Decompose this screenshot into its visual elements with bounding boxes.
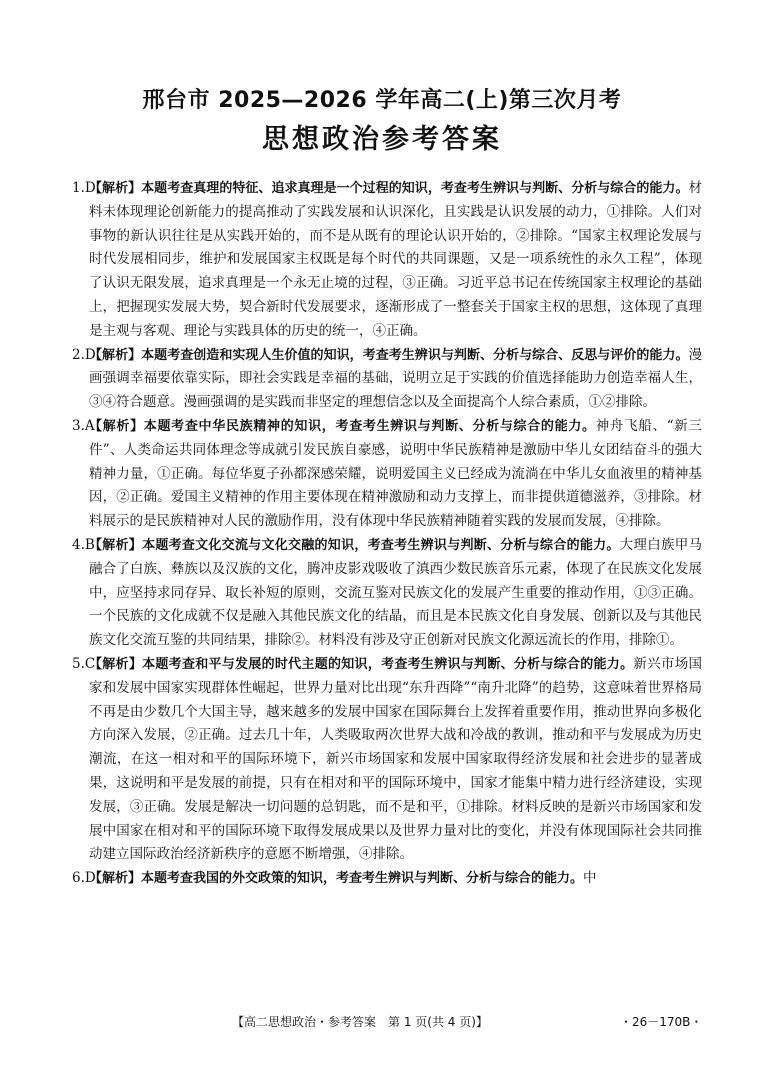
answer-item-1 <box>72 177 702 344</box>
analysis-lead: 本题考查中华民族精神的知识，考查考生辨识与判断、分析与综合的能力。 <box>143 418 596 434</box>
answer-item-2 <box>72 344 702 415</box>
analysis-body: 大理白族甲马融合了白族、彝族以及汉族的文化，腾冲皮影戏吸收了滇西少数民族音乐元素，体现了在民族文化发展中，应坚持求同存异、取长补短的原则，交流互鉴对民族文化的发展产生重要的推动作用，①③正确。一个民族的文化成就不仅是融入其他民族文化的结晶，而且是本民族文化自身发展、创新以及与其他民族文化交流互鉴的共同结果，排除②。材料没有涉及守正创新对民族文化源远流长的作用，排除①。 <box>89 536 702 649</box>
analysis-lead: 本题考查真理的特征、追求真理是一个过程的知识，考查考生辨识与判断、分析与综合的能力。 <box>141 181 689 196</box>
analysis-tag: 【解析】 <box>89 871 142 887</box>
answer-title: 思想政治参考答案 <box>262 124 502 155</box>
answer-number: 2.D <box>72 346 96 363</box>
answer-item-5 <box>72 653 702 867</box>
answer-list <box>72 177 702 891</box>
answer-item-6 <box>72 867 702 891</box>
analysis-lead: 本题考查文化交流与文化交融的知识，考查考生辨识与判断、分析与综合的能力。 <box>142 537 620 553</box>
answer-number: 3.A <box>72 417 95 434</box>
page-footer <box>0 1013 764 1033</box>
analysis-body: 新兴市场国家和发展中国家实现群体性崛起，世界力量对比出现“东升西降”“南升北降”的趋势，这意味着世界格局不再是由少数几个大国主导，越来越多的发展中国家在国际舞台上发挥着重要作用，推动世界向多极化方向深入发展，②正确。过去几十年，人类吸取两次世界大战和冷战的教训，推动和平与发展成为历史潮流，在这一相对和平的国际环境下，新兴市场国家和发展中国家取得经济发展和社会进步的显著成果，这说明和平是发展的前提，只有在相对和平的国际环境中，国家才能集中精力进行经济建设，实现发展，③正确。发展是解决一切问题的总钥匙，而不是和平，①排除。材料反映的是新兴市场国家和发展中国家在相对和平的国际环境下取得发展成果以及世界力量对比的变化，并没有体现国际社会共同推动建立国际政治经济新秩序的意愿不断增强，④排除。 <box>89 655 702 863</box>
exam-title: 邢台市 2025—2026 学年高二(上)第三次月考 <box>142 88 622 113</box>
analysis-body: 漫画强调幸福要依靠实际，即社会实践是幸福的基础，说明立足于实践的价值选择能助力创造幸福人生，③④符合题意。漫画强调的是实践而非坚定的理想信念以及全面提高个人综合素质，①②排除。 <box>89 346 702 411</box>
analysis-tag: 【解析】 <box>89 656 143 672</box>
analysis-tag: 【解析】 <box>89 537 143 553</box>
answer-number: 1.D <box>72 180 96 196</box>
analysis-lead: 本题考查我国的外交政策的知识，考查考生辨识与判断、分析与综合的能力。 <box>141 871 584 887</box>
footer-page-info: 【高二思想政治・参考答案 第 1 页(共 4 页)】 <box>232 1015 488 1029</box>
analysis-tag: 【解析】 <box>89 181 142 196</box>
footer-code: ・26－170B・ <box>620 1015 703 1029</box>
answer-number: 4.B <box>72 536 95 553</box>
analysis-tag: 【解析】 <box>89 418 144 434</box>
analysis-body: 神舟飞船、“新三件”、人类命运共同体理念等成就引发民族自豪感，说明中华民族精神是激励中华儿女团结奋斗的强大精神力量，①正确。每位华夏子孙都深感荣耀，说明爱国主义已经成为流淌在中华儿女血液里的精神基因，②正确。爱国主义精神的作用主要体现在精神激励和动力支撑上，而非提供道德滋养，③排除。材料展示的是民族精神对人民的激励作用，没有体现中华民族精神随着实践的发展而发展，④排除。 <box>89 417 702 530</box>
analysis-tag: 【解析】 <box>89 347 142 363</box>
analysis-lead: 本题考查创造和实现人生价值的知识，考查考生辨识与判断、分析与综合、反思与评价的能力。 <box>141 347 689 363</box>
answer-number: 5.C <box>72 655 96 672</box>
analysis-lead: 本题考查和平与发展的时代主题的知识，考查考生辨识与判断、分析与综合的能力。 <box>142 656 634 672</box>
answer-item-4 <box>72 534 702 653</box>
answer-item-3 <box>72 415 702 534</box>
analysis-body: 中 <box>583 870 597 887</box>
answer-number: 6.D <box>72 870 96 887</box>
analysis-body: 材料未体现理论创新能力的提高推动了实践发展和认识深化，且实践是认识发展的动力，①排除。人们对事物的新认识往往是从实践开始的，而不是从既有的理论认识开始的，②排除。“国家主权理论发展与时代发展相同步，维护和发展国家主权既是每个时代的共同课题，又是一项系统性的永久工程”，体现了认识无限发展，追求真理是一个永无止境的过程，③正确。习近平总书记在传统国家主权理论的基础上，把握现实发展大势，契合新时代发展要求，逐渐形成了一整套关于国家主权的思想，这体现了真理是主观与客观、理论与实践具体的历史的统一，④正确。 <box>89 180 702 339</box>
